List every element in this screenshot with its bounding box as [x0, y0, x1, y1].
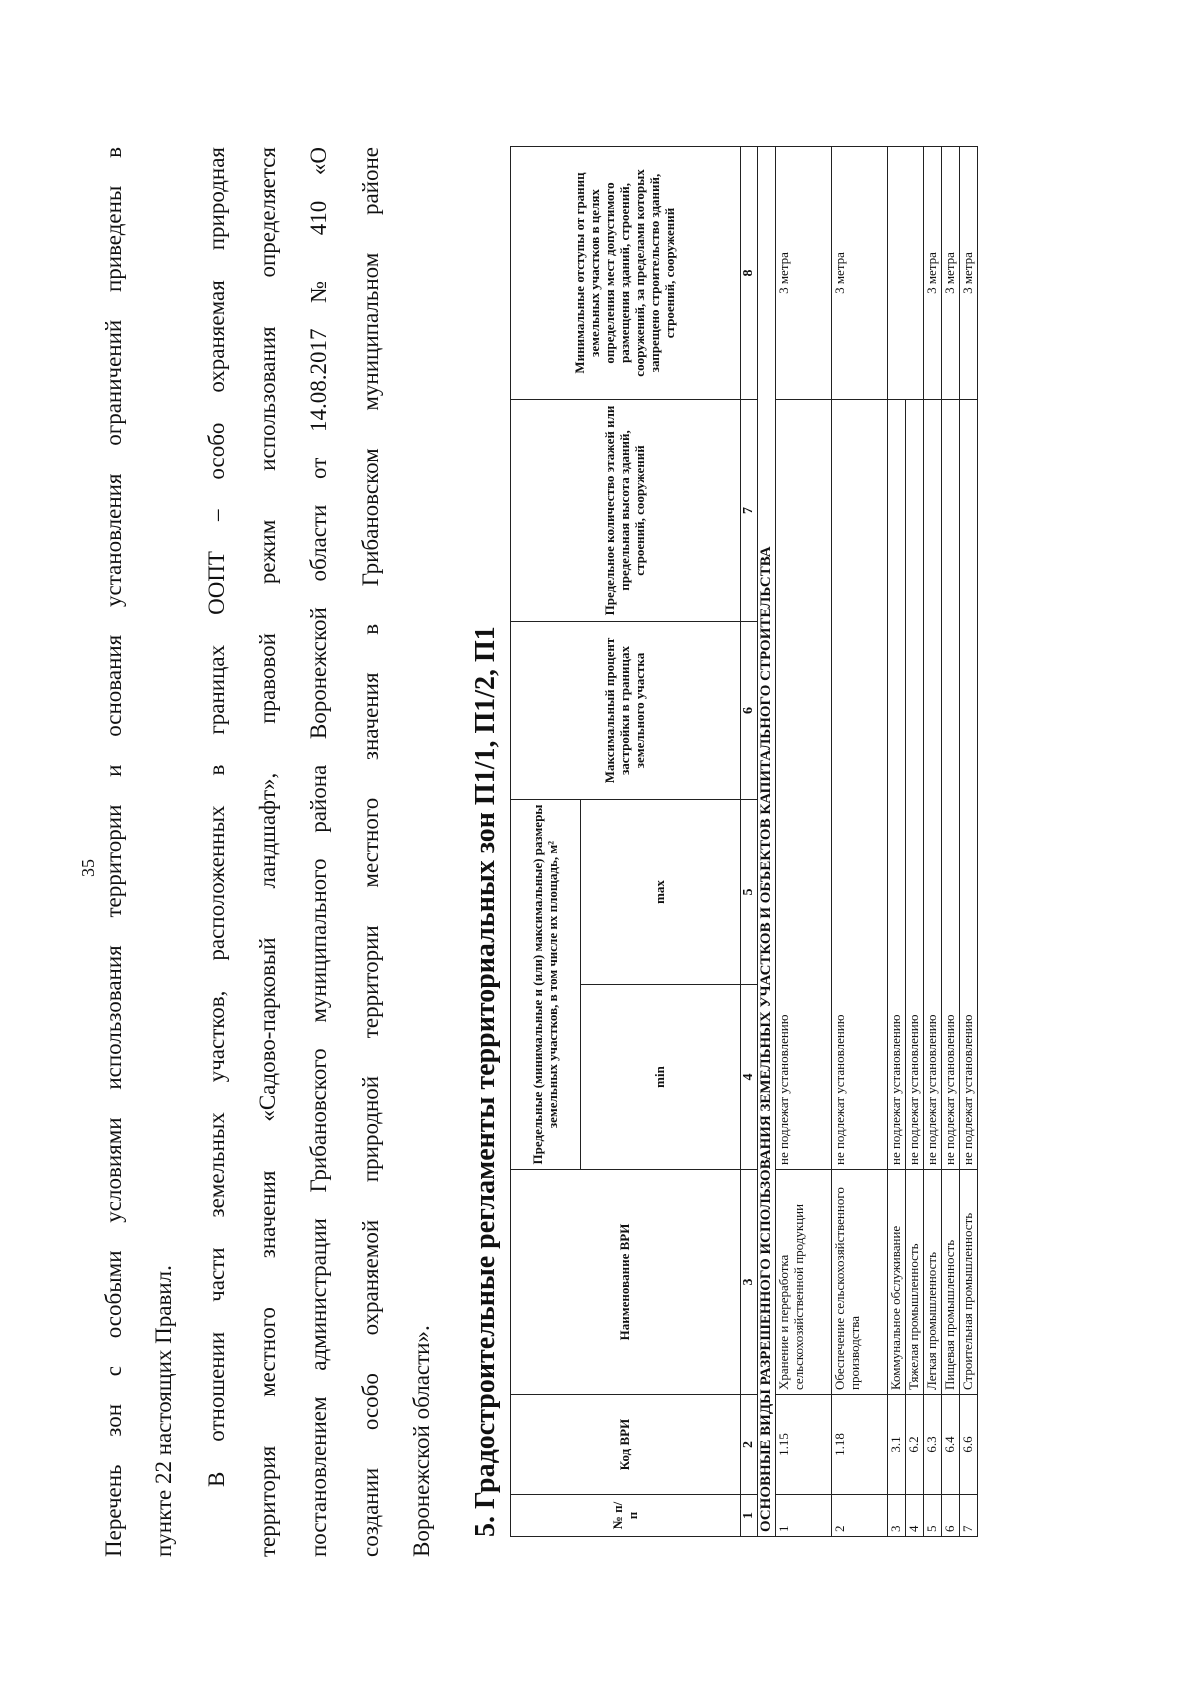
section-title: 5. Градостроительные регламенты территориальных зон П1/1, П1/2, П1: [470, 626, 501, 1537]
table-row: [888, 146, 906, 1536]
cell-code: 1.18: [832, 1395, 888, 1495]
table-row: [832, 146, 888, 1536]
header-setbacks: Минимальные отступы от границ земельных участков в целях определения мест допустимого размещения зданий, строений, сооружений, за пределами которых запрещено строительство зданий, строений, сооружений: [511, 146, 741, 399]
col-number: 8: [741, 146, 758, 399]
table-row: [960, 146, 978, 1536]
cell-code: 6.6: [960, 1395, 978, 1495]
cell-sizes: не подлежат установлению: [942, 399, 960, 1169]
cell-num: 4: [906, 1495, 924, 1537]
header-code: Код ВРИ: [511, 1395, 741, 1495]
column-numbers-row: [741, 146, 758, 1536]
col-number: 5: [741, 799, 758, 984]
paragraph-2-line-4: создании особо охраняемой природной территории местного значения в Грибановском муниципальном районе: [358, 147, 383, 1557]
cell-code: 6.3: [924, 1395, 942, 1495]
cell-sizes: не подлежат установлению: [924, 399, 942, 1169]
header-num: № п/п: [511, 1495, 741, 1537]
cell-name: Обеспечение сельскохозяйственного производства: [832, 1170, 888, 1395]
cell-sizes: не подлежат установлению: [832, 399, 888, 1169]
page-number: 35: [78, 859, 98, 877]
table-row: [942, 146, 960, 1536]
section-row: [758, 146, 776, 1536]
cell-code: 6.2: [906, 1395, 924, 1495]
paragraph-2-line-5: Воронежской области».: [409, 1325, 434, 1557]
header-percent: Максимальный процент застройки в границах земельного участка: [511, 621, 741, 799]
cell-setback: 3 метра: [924, 146, 942, 399]
cell-sizes: не подлежат установлению: [776, 399, 832, 1169]
header-min: min: [581, 985, 741, 1170]
cell-setback: [888, 146, 924, 399]
cell-num: 5: [924, 1495, 942, 1537]
cell-setback: 3 метра: [832, 146, 888, 399]
cell-sizes: не подлежат установлению: [960, 399, 978, 1169]
cell-code: 6.4: [942, 1395, 960, 1495]
cell-name: Пищевая промышленность: [942, 1170, 960, 1395]
paragraph-1-line-1: Перечень зон с особыми условиями использования территории и основания установления ограничений приведены в: [101, 147, 126, 1557]
col-number: 1: [741, 1495, 758, 1537]
cell-num: 1: [776, 1495, 832, 1537]
table-row: [924, 146, 942, 1536]
cell-name: Легкая промышленность: [924, 1170, 942, 1395]
col-number: 3: [741, 1170, 758, 1395]
cell-num: 6: [942, 1495, 960, 1537]
header-row-1: [511, 146, 581, 1536]
header-floors: Предельное количество этажей или предельная высота зданий, строений, сооружений: [511, 399, 741, 621]
cell-num: 3: [888, 1495, 906, 1537]
col-number: 7: [741, 399, 758, 621]
header-max: max: [581, 799, 741, 984]
cell-name: Коммунальное обслуживание: [888, 1170, 906, 1395]
section-row-label: ОСНОВНЫЕ ВИДЫ РАЗРЕШЕННОГО ИСПОЛЬЗОВАНИЯ ЗЕМЕЛЬНЫХ УЧАСТКОВ И ОБЪЕКТОВ КАПИТАЛЬНОГО СТРОИТЕЛЬСТВА: [758, 146, 776, 1536]
table-row: [776, 146, 832, 1536]
col-number: 2: [741, 1395, 758, 1495]
cell-num: 7: [960, 1495, 978, 1537]
cell-name: Хранение и переработка сельскохозяйственной продукции: [776, 1170, 832, 1395]
header-name: Наименование ВРИ: [511, 1170, 741, 1395]
regulations-table: [510, 146, 978, 1537]
paragraph-1-line-2: пункте 22 настоящих Правил.: [151, 1265, 176, 1557]
cell-name: Строительная промышленность: [960, 1170, 978, 1395]
cell-name: Тяжелая промышленность: [906, 1170, 924, 1395]
col-number: 4: [741, 985, 758, 1170]
cell-sizes: не подлежат установлению: [906, 399, 924, 1169]
cell-setback: 3 метра: [776, 146, 832, 399]
cell-setback: 3 метра: [960, 146, 978, 399]
col-number: 6: [741, 621, 758, 799]
cell-sizes: не подлежат установлению: [888, 399, 906, 1169]
paragraph-2-line-2: территория местного значения «Садово-парковый ландшафт», правовой режим использования определяется: [255, 147, 280, 1557]
cell-code: 3.1: [888, 1395, 906, 1495]
cell-num: 2: [832, 1495, 888, 1537]
paragraph-2-line-3: постановлением администрации Грибановского муниципального района Воронежской области от 14.08.2017 № 410 «О: [306, 147, 331, 1557]
header-sizes: Предельные (минимальные и (или) максимальные) размеры земельных участков, в том числе их площадь, м²: [511, 799, 581, 1169]
cell-setback: 3 метра: [942, 146, 960, 399]
cell-code: 1.15: [776, 1395, 832, 1495]
paragraph-2-line-1: В отношении части земельных участков, расположенных в границах ООПТ – особо охраняемая природная: [204, 147, 229, 1487]
